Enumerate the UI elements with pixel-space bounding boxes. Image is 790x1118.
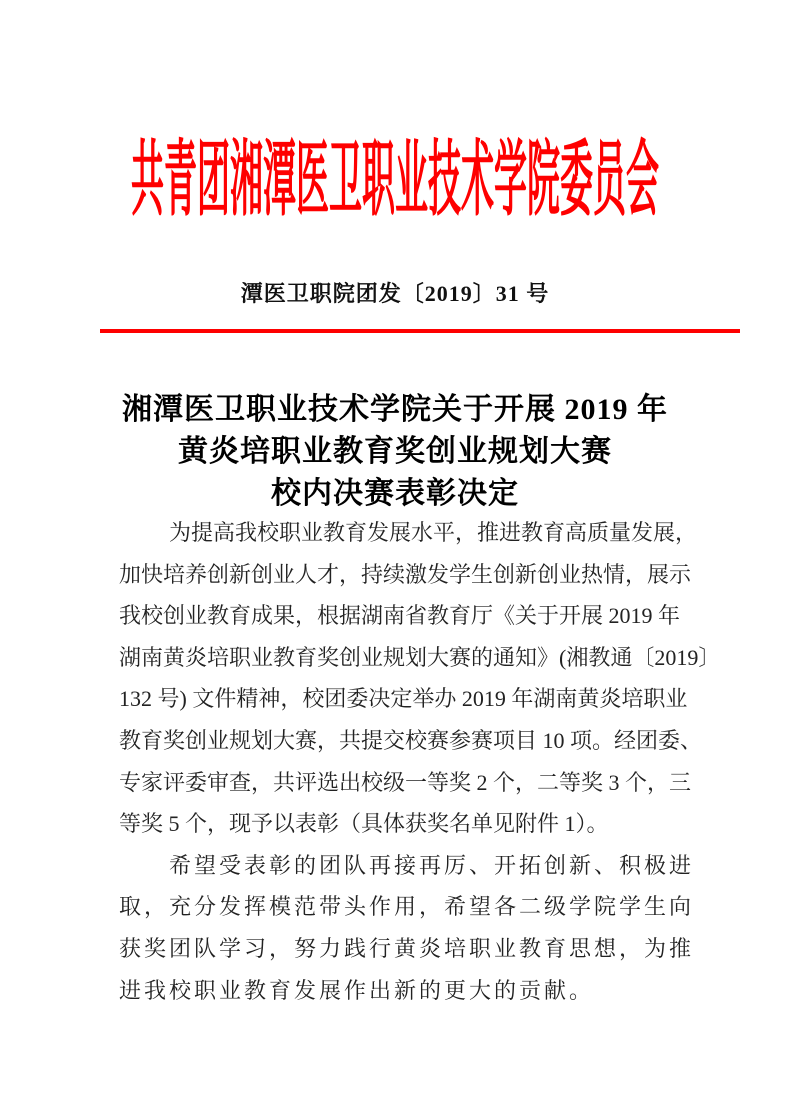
body-line: 加快培养创新创业人才，持续激发学生创新创业热情，展示 (119, 561, 692, 587)
body-line: 132 号) 文件精神，校团委决定举办 2019 年湖南黄炎培职业 (119, 686, 688, 712)
letterhead-org-name: 共青团湘潭医卫职业技术学院委员会 (131, 134, 659, 226)
document-body (119, 512, 721, 1011)
body-line: 等奖 5 个，现予以表彰（具体获奖名单见附件 1）。 (119, 811, 609, 837)
body-line: 获奖团队学习，努力践行黄炎培职业教育思想，为推 (119, 935, 695, 961)
red-separator-line (100, 329, 740, 333)
paragraph (119, 512, 721, 845)
document-title (0, 389, 790, 515)
body-line: 取，充分发挥模范带头作用，希望各二级学院学生向 (119, 894, 695, 920)
paragraph (119, 845, 695, 1011)
body-line: 为提高我校职业教育发展水平，推进教育高质量发展， (169, 520, 698, 545)
body-line: 希望受表彰的团队再接再厉、开拓创新、积极进 (169, 852, 695, 878)
body-line: 湖南黄炎培职业教育奖创业规划大赛的通知》(湘教通〔2019〕 (119, 644, 721, 670)
body-line: 我校创业教育成果，根据湖南省教育厅《关于开展 2019 年 (119, 603, 681, 629)
letterhead (0, 134, 790, 226)
doc-number: 潭医卫职院团发〔2019〕31 号 (240, 281, 550, 306)
body-line: 进我校职业教育发展作出新的更大的贡献。 (119, 977, 595, 1003)
title-line: 校内决赛表彰决定 (271, 477, 519, 510)
body-line: 教育奖创业规划大赛，共提交校赛参赛项目 10 项。经团委、 (119, 727, 703, 753)
title-line: 湘潭医卫职业技术学院关于开展 2019 年 (122, 393, 668, 426)
title-line: 黄炎培职业教育奖创业规划大赛 (178, 435, 612, 468)
body-line: 专家评委审查，共评选出校级一等奖 2 个，二等奖 3 个，三 (119, 769, 692, 795)
